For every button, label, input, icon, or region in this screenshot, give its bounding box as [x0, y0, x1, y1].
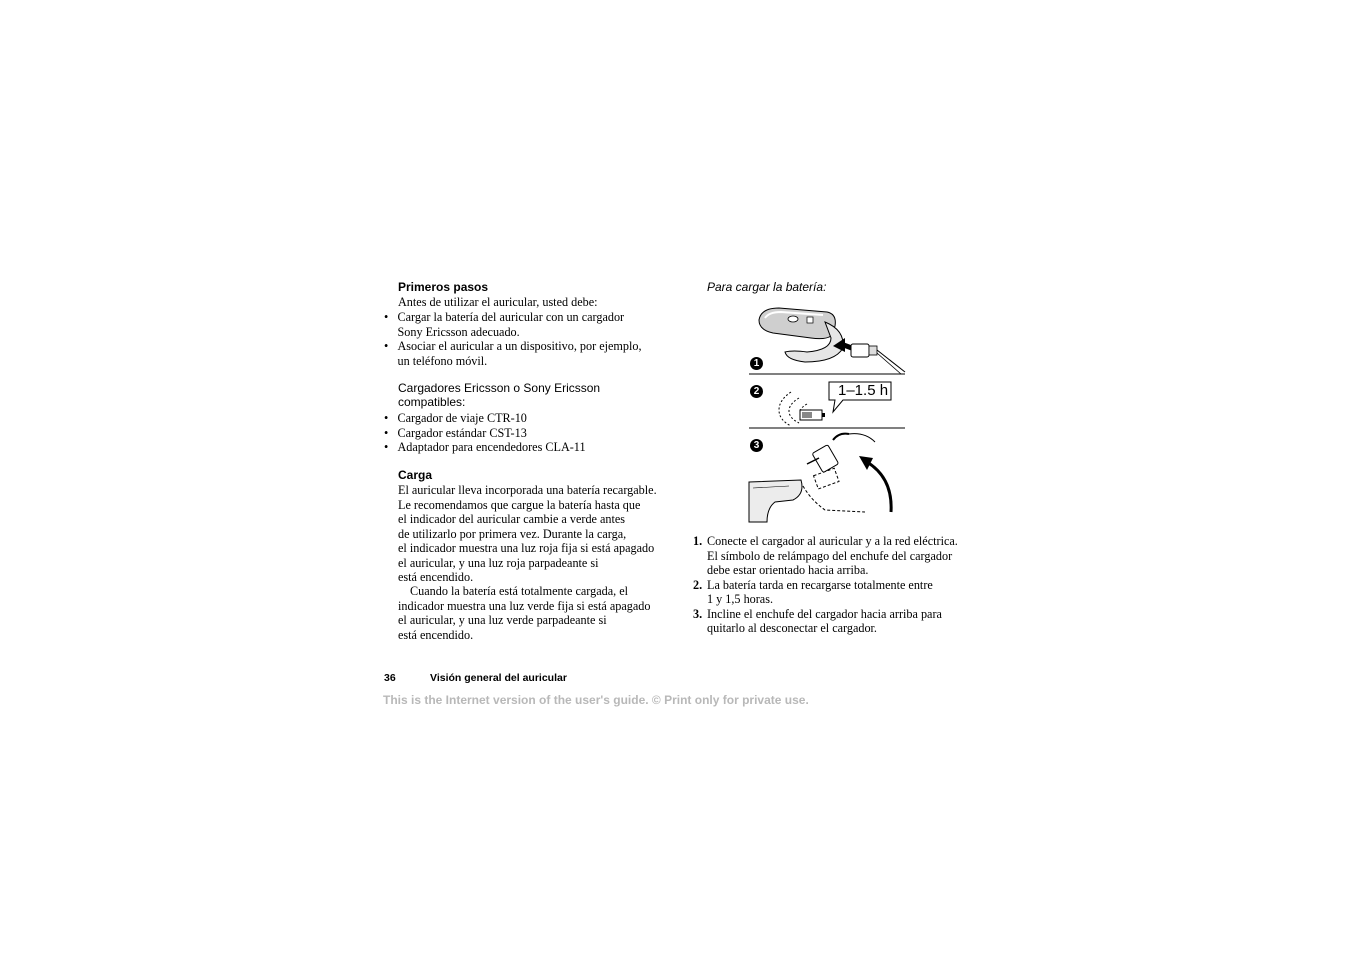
list-item: 3. Incline el enchufe del cargador hacia arriba para quitarlo al desconectar el cargador.: [693, 606, 942, 635]
step-marker-1: 1: [750, 353, 763, 371]
section-title-primeros-pasos: Primeros pasos: [398, 280, 489, 294]
charge-time-label: 1–1.5 h: [838, 382, 889, 399]
page-number: 36: [384, 672, 396, 684]
list-item: • Cargador estándar CST-13: [384, 425, 527, 440]
remove-plug-figure: [749, 434, 891, 522]
chapter-title: Visión general del auricular: [430, 672, 567, 684]
internet-version-watermark: This is the Internet version of the user's guide. © Print only for private use.: [383, 693, 809, 707]
list-item: • Adaptador para encendedores CLA-11: [384, 440, 586, 454]
step-marker-3: 3: [750, 435, 763, 453]
requirements-list: [384, 310, 642, 368]
charging-illustration: [745, 300, 910, 525]
section-intro: Antes de utilizar el auricular, usted debe:: [398, 295, 598, 309]
carga-paragraph-1: El auricular lleva incorporada una batería recargable. Le recomendamos que cargue la batería hasta que el indicador del auricular cambie a verde antes de utilizarlo por primera vez. Durante la carga, el indicador muestra una luz roja fija si está apagado el auricular, y una luz roja parpadeante si está encendido.: [398, 483, 657, 584]
list-item: • Cargar la batería del auricular con un cargador Sony Ericsson adecuado.: [384, 310, 625, 339]
headset-connect-figure: [759, 308, 905, 374]
chargers-list: [384, 411, 586, 455]
figure-caption: Para cargar la batería:: [707, 280, 827, 294]
step-marker-2: 2: [750, 381, 763, 399]
chargers-title: Cargadores Ericsson o Sony Ericsson compatibles:: [398, 381, 601, 409]
list-item: • Asociar el auricular a un dispositivo, por ejemplo, un teléfono móvil.: [384, 339, 642, 368]
list-item: • Cargador de viaje CTR-10: [384, 411, 527, 425]
list-item: 2. La batería tarda en recargarse totalmente entre 1 y 1,5 horas.: [693, 577, 933, 606]
section-title-carga: Carga: [398, 468, 433, 482]
list-item: 1. Conecte el cargador al auricular y a la red eléctrica. El símbolo de relámpago del enchufe del cargador debe estar orientado hacia arriba.: [693, 534, 958, 577]
charging-steps-list: [693, 534, 983, 636]
carga-paragraph-2: Cuando la batería está totalmente cargada, el indicador muestra una luz verde fija si está apagado el auricular, y una luz verde parpadeante si está encendido.: [398, 584, 651, 642]
